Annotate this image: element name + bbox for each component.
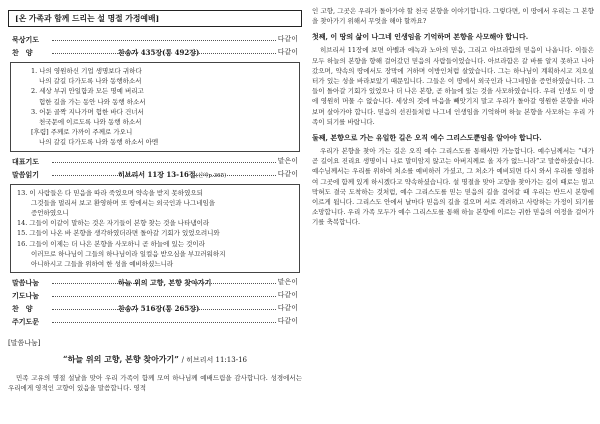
order-role: 맡은이 [277,156,298,165]
verse-line: 증언하였으니 [31,209,69,218]
order-closing-prayer [8,289,302,302]
leader-dots [194,309,276,310]
leader-dots [52,322,276,323]
scripture-ref-text: 히브리서 11장 13-16절 [118,169,196,179]
verse-line: 13. 이 사람들은 다 믿음을 따라 죽었으며 약속을 받지 못하였으되 [17,188,203,197]
order-hymn-2 [8,302,302,315]
leader-dots [194,283,276,284]
verse-line: 아니하시고 그들을 위하여 한 성을 예비하셨느니라 [31,260,174,269]
sermon-reference: / 히브리서 11:13-16 [181,356,247,365]
left-column [8,6,302,420]
sermon-section-tag: [말씀나눔] [8,339,41,348]
lyric-line: 1. 나의 영원하신 기업 생명보다 귀하다 [31,67,142,75]
page-title: [온 가족과 함께 드리는 설 명절 가정예배] [8,10,302,27]
leader-dots [194,53,276,54]
order-silent-prayer [8,33,302,46]
sermon-paragraph: 인 고향, 그곳은 우리가 돌아가야 할 천국 본향을 이야기합니다. 그렇다면, 이 땅에서 우리는 그 본향을 찾아가기 위해서 무엇을 해야 할까요? [312,7,594,26]
sermon-title-text: “하늘 위의 고향, 본향 찾아가기” [63,354,179,365]
lyric-line: 나의 갈길 다가도록 나와 동행하소서 [39,77,142,86]
order-role: 다같이 [277,48,298,56]
verse-line: 15. 그들이 나온 바 본향을 생각하였더라면 돌아갈 기회가 있었으려니와 [17,229,220,238]
lyric-line: 험한 길을 가는 동안 나와 동행 하소서 [39,97,146,106]
leader-dots [52,40,276,41]
order-label: 말씀읽기 [12,169,40,179]
lyric-line: [후렴] 주께로 가까이 주께로 가오니 [31,128,133,137]
leader-dots [194,175,276,176]
sermon-intro-paragraph: 민족 고유의 명절 설날을 맞아 우리 가족이 함께 모여 하나님께 예배드림을 감사합니다. 성경에서는 우리에게 영적인 고향이 있음을 말씀합니다. 영적 [8,374,302,393]
order-label: 대표기도 [12,156,40,166]
scripture-box [10,184,300,274]
hymn-number: 찬송가 435장(통 492장) [118,48,200,57]
lyric-line: 천국문에 이르도록 나와 동행 하소서 [39,118,142,127]
section-heading-2: 둘째, 본향으로 가는 유일한 길은 오직 예수 그리스도뿐임을 알아야 합니다. [312,133,542,143]
order-label: 기도나눔 [12,291,40,301]
order-label: 찬 양 [12,48,33,57]
order-label: 주기도문 [12,317,40,327]
order-role: 다같이 [277,317,298,326]
hymn-number: 찬송가 516장(통 265장) [118,304,200,314]
sermon-title-short: 하늘 위의 고향, 본향 찾아가기 [118,278,212,288]
order-role: 맡은이 [277,278,298,287]
lyric-line: 나의 갈길 다가도록 나와 동행 하소서 아멘 [39,138,159,147]
lyric-line: 2. 세상 부귀 안일함과 모든 명예 버리고 [31,87,144,96]
order-role: 다같이 [277,291,298,300]
verse-line: 이러므로 하나님이 그들의 하나님이라 일컬음 받으심을 부끄러워하지 [31,249,226,258]
order-role: 다같이 [277,304,298,313]
order-sermon [8,276,302,289]
order-role: 다같이 [277,169,298,178]
sermon-paragraph: 히브리서 11장에 보면 아벨과 에녹과 노아의 믿음, 그리고 아브라함의 믿음이 나옵니다. 이들은 모두 하늘의 본향을 향해 걸어갔던 믿음의 사람들이었습니다. 아브라함은 갈 바를 알지 못하고 나아갔으며, 약속의 땅에서도 장막에 거하며 이방인처럼 살았습니다. 그는 하나님이 계획하시고 지으실 터가 있는 성을 바라보았기 때문입니다. 그들은 이 땅에서 외국인과 나그네임을 증언하였습니다. 그들이 돌아갈 기회가 있었으나 더 나은 본향, 곧 하늘에 있는 것을 사모하였습니다. 우리 인생도 이 땅에 영원히 머물 수 없습니다. 세상의 것에 마음을 빼앗기지 말고 우리가 돌아갈 영원한 본향을 바라보며 살아가야 합니다. 믿음의 선진들처럼 나그네 인생임을 기억하며 하늘 본향을 사모하는 우리 가족이 되기를 바랍니다. [312,46,594,126]
leader-dots [52,162,276,163]
right-column [312,6,594,420]
order-label: 찬 양 [12,304,33,314]
order-label: 묵상기도 [12,35,40,44]
verse-line: 그것들을 멀리서 보고 환영하며 또 땅에서는 외국인과 나그네임을 [31,198,215,207]
verse-line: 16. 그들이 이제는 더 나은 본향을 사모하니 곧 하늘에 있는 것이라 [17,239,205,248]
order-rep-prayer [8,155,302,168]
order-role: 다같이 [277,35,298,43]
scripture-page: (신약p.365) [195,172,227,179]
hymn-lyrics-box [10,62,300,152]
leader-dots [52,296,276,297]
order-label: 말씀나눔 [12,278,40,288]
verse-line: 14. 그들이 이같이 말하는 것은 자기들이 본향 찾는 것을 나타냄이라 [17,219,210,228]
lyric-line: 3. 어둔 골짝 지나가며 험한 바다 건너서 [31,107,144,116]
sermon-paragraph: 우리가 본향을 찾아 가는 길은 오직 예수 그리스도를 통해서만 가능합니다. 예수님께서는 “내가 곧 길이요 진리요 생명이니 나로 말미암지 않고는 아버지께로 올 자가 없느니라”고 말씀하셨습니다. 예수님께서는 우리를 위하여 처소를 예비하러 가셨고, 그 처소가 예비되면 다시 와서 우리를 영접하여 그곳에 함께 있게 하시겠다고 약속하셨습니다. 설 명절을 맞아 고향을 찾아가는 길이 때로는 멀고 막혀도 결국 도착하는 것처럼, 예수 그리스도를 믿는 믿음의 길을 걸어갈 때 우리는 반드시 본향에 이르게 됩니다. 그리스도 안에서 날마다 믿음의 길을 걸으며 서로 격려하고 사랑하는 가정이 되기를 소망합니다. 우리 가족 모두가 예수 그리스도를 통해 하늘 본향에 이르는 귀한 믿음의 여정을 걸어가기를 축복합니다. [312,147,594,227]
order-scripture [8,168,302,181]
order-hymn-1 [8,46,302,59]
sermon-title [8,354,302,365]
section-heading-1: 첫째, 이 땅의 삶이 나그네 인생임을 기억하며 본향을 사모해야 합니다. [312,32,529,42]
order-lords-prayer [8,315,302,328]
